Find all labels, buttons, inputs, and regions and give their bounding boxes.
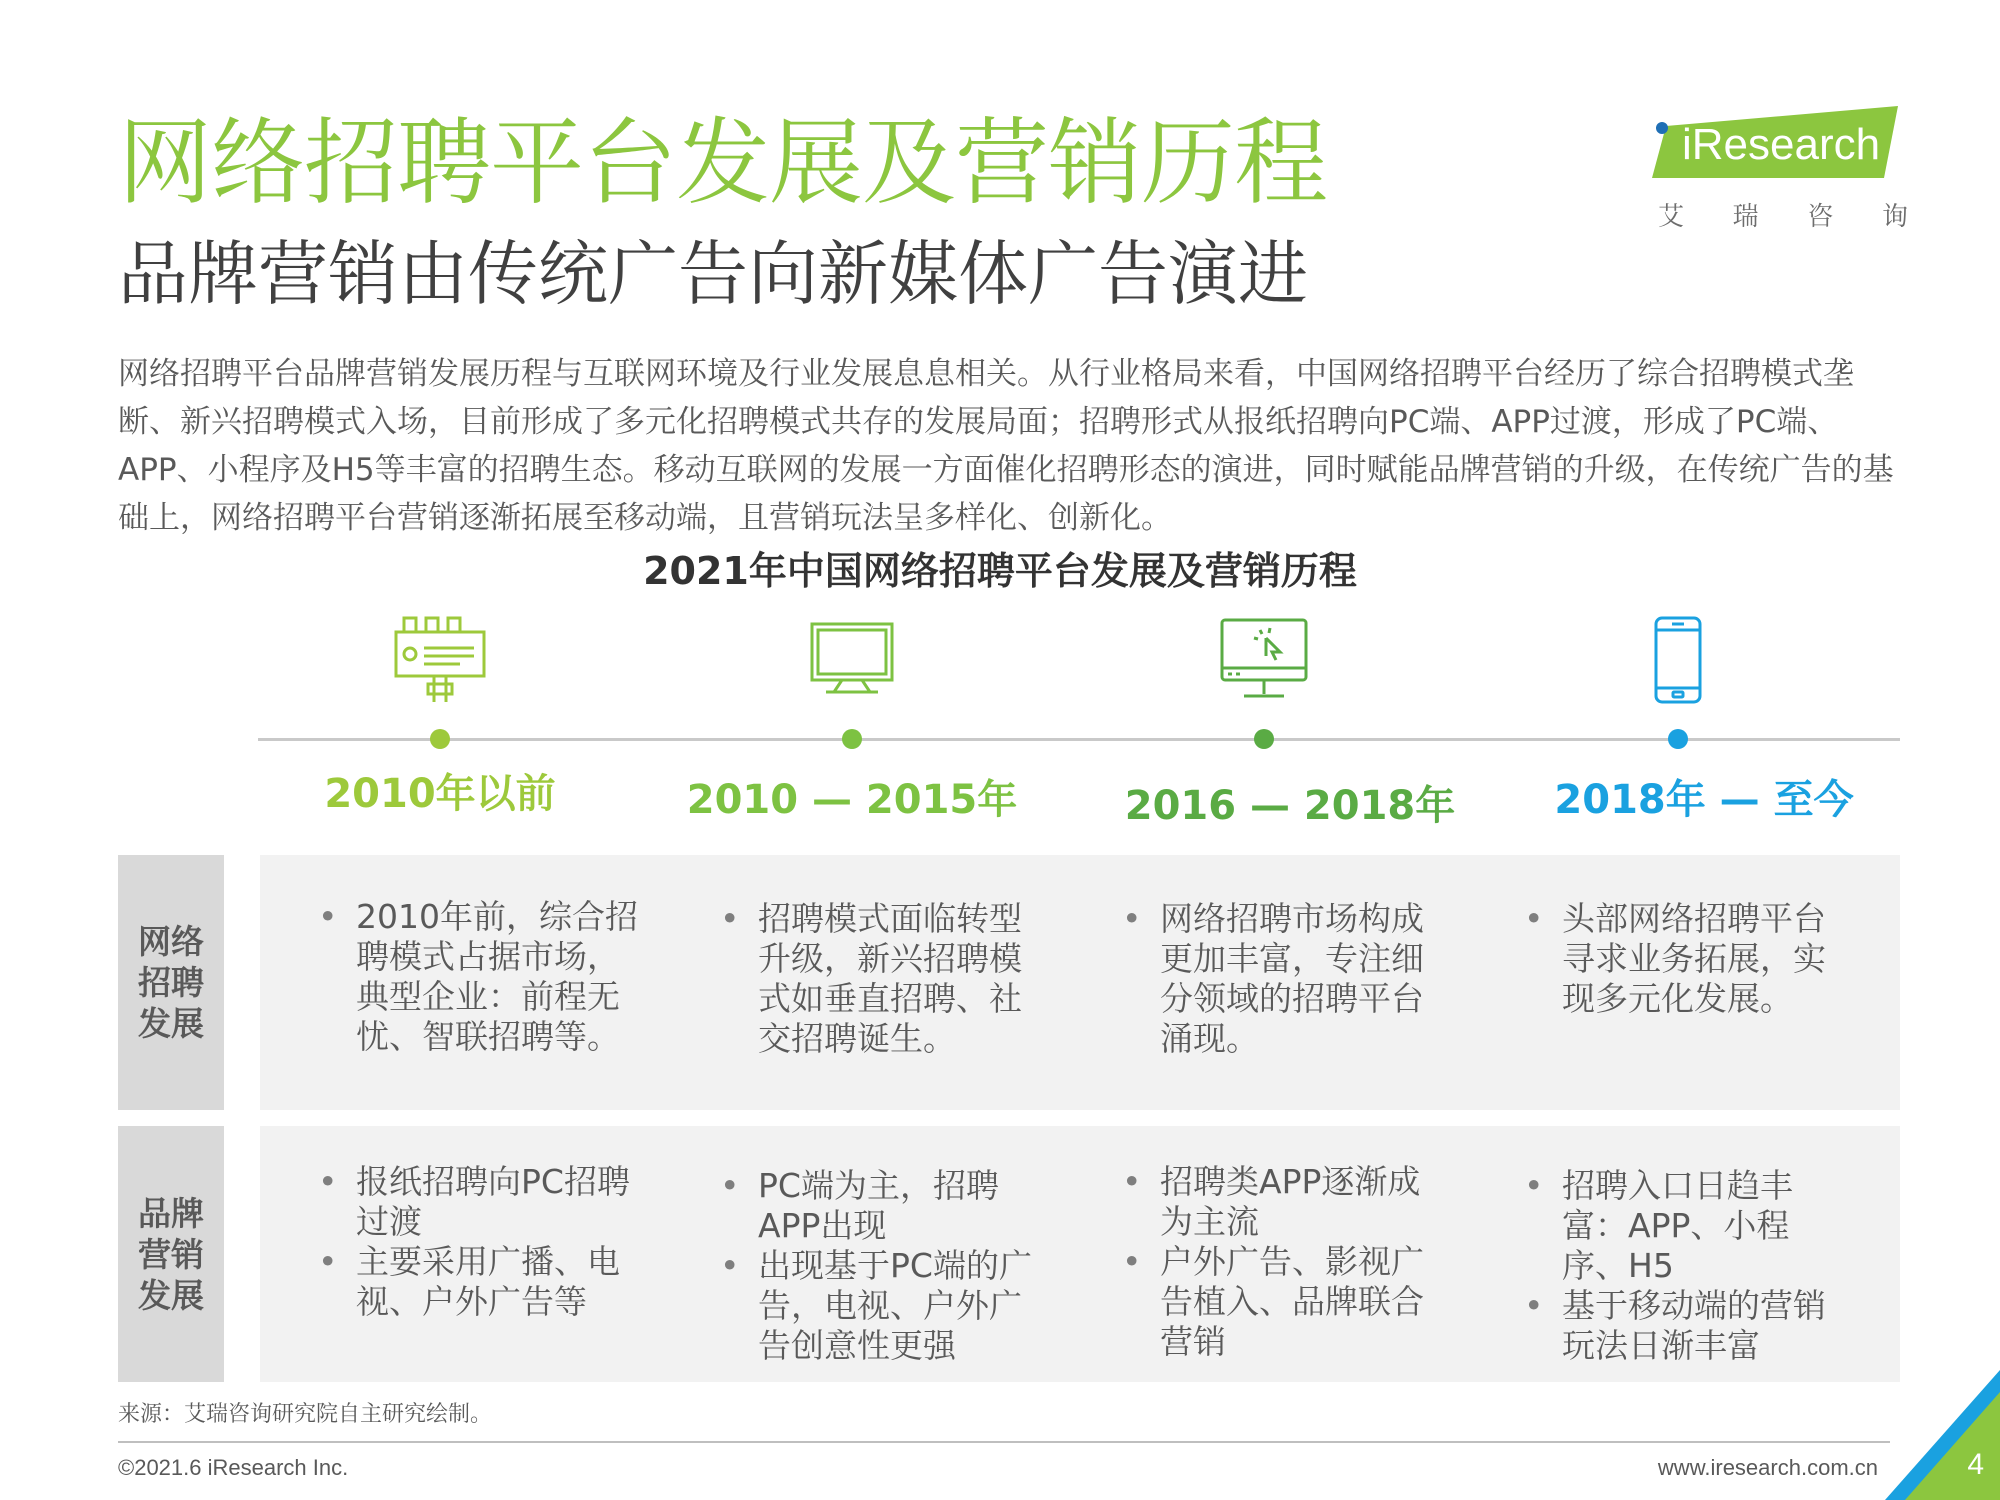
cell-marketing-2 bbox=[720, 1166, 1050, 1366]
row-label-recruitment: 网络 招聘 发展 bbox=[118, 855, 224, 1110]
timeline-dot bbox=[1668, 729, 1688, 749]
desktop-click-icon bbox=[1214, 612, 1314, 712]
smartphone-icon bbox=[1628, 612, 1728, 712]
cell-marketing-1 bbox=[318, 1162, 648, 1322]
footer-divider bbox=[118, 1441, 1890, 1443]
bullet-item: • 户外广告、影视广告植入、品牌联合营销 bbox=[1122, 1242, 1452, 1362]
cell-recruitment-2 bbox=[720, 899, 1050, 1059]
period-label-2018-now: 2018年 — 至今 bbox=[1554, 777, 1854, 823]
logo-char: 艾 bbox=[1658, 202, 1685, 232]
bullet-item: • 头部网络招聘平台寻求业务拓展，实现多元化发展。 bbox=[1524, 899, 1854, 1019]
copyright-text: ©2021.6 iResearch Inc. bbox=[118, 1455, 349, 1480]
page-subtitle: 品牌营销由传统广告向新媒体广告演进 bbox=[118, 233, 1308, 315]
period-label-2010-before: 2010年以前 bbox=[324, 771, 556, 817]
chart-title: 2021年中国网络招聘平台发展及营销历程 bbox=[643, 549, 1357, 593]
period-label-2016-2018: 2016 — 2018年 bbox=[1124, 783, 1456, 829]
timeline-dot bbox=[1254, 729, 1274, 749]
bullet-item: • PC端为主，招聘APP出现 bbox=[720, 1166, 1050, 1246]
bullet-item: • 报纸招聘向PC招聘过渡 bbox=[318, 1162, 648, 1242]
logo-wordmark: iResearch bbox=[1682, 120, 1881, 169]
website-link[interactable]: www.iresearch.com.cn bbox=[1657, 1455, 1878, 1480]
iresearch-logo bbox=[1652, 106, 1908, 236]
bullet-item: • 主要采用广播、电视、户外广告等 bbox=[318, 1242, 648, 1322]
cell-recruitment-3 bbox=[1122, 899, 1452, 1059]
timeline-axis bbox=[258, 738, 1900, 741]
timeline-dot bbox=[430, 729, 450, 749]
logo-chinese bbox=[1658, 196, 1908, 233]
period-label-2010-2015: 2010 — 2015年 bbox=[686, 777, 1018, 823]
row-label-marketing: 品牌 营销 发展 bbox=[118, 1126, 224, 1382]
page-number: 4 bbox=[1967, 1448, 1984, 1481]
intro-paragraph: 网络招聘平台品牌营销发展历程与互联网环境及行业发展息息相关。从行业格局来看，中国网络招聘平台经历了综合招聘模式垄断、新兴招聘模式入场，目前形成了多元化招聘模式共存的发展局面；招聘形式从报纸招聘向PC端、APP过渡，形成了PC端、APP、小程序及H5等丰富的招聘生态。移动互联网的发展一方面催化招聘形态的演进，同时赋能品牌营销的升级，在传统广告的基础上，网络招聘平台营销逐渐拓展至移动端，且营销玩法呈多样化、创新化。 bbox=[118, 356, 1894, 536]
cell-marketing-4 bbox=[1524, 1166, 1854, 1366]
bullet-item: • 出现基于PC端的广告，电视、户外广告创意性更强 bbox=[720, 1246, 1050, 1366]
billboard-icon bbox=[390, 612, 490, 712]
source-note: 来源：艾瑞咨询研究院自主研究绘制。 bbox=[118, 1402, 493, 1427]
cell-recruitment-4 bbox=[1524, 899, 1854, 1019]
bullet-item: • 招聘类APP逐渐成为主流 bbox=[1122, 1162, 1452, 1242]
cell-recruitment-1 bbox=[318, 897, 648, 1057]
logo-char: 瑞 bbox=[1732, 202, 1759, 232]
bullet-item: • 招聘入口日趋丰富：APP、小程序、H5 bbox=[1524, 1166, 1854, 1286]
logo-char: 询 bbox=[1881, 202, 1908, 232]
bullet-item: • 网络招聘市场构成更加丰富，专注细分领域的招聘平台涌现。 bbox=[1122, 899, 1452, 1059]
bullet-item: • 招聘模式面临转型升级，新兴招聘模式如垂直招聘、社交招聘诞生。 bbox=[720, 899, 1050, 1059]
monitor-icon bbox=[802, 612, 902, 712]
timeline-dot bbox=[842, 729, 862, 749]
cell-marketing-3 bbox=[1122, 1162, 1452, 1362]
bullet-item: • 基于移动端的营销玩法日渐丰富 bbox=[1524, 1286, 1854, 1366]
page-title: 网络招聘平台发展及营销历程 bbox=[118, 109, 1328, 218]
bullet-item: • 2010年前，综合招聘模式占据市场，典型企业：前程无忧、智联招聘等。 bbox=[318, 897, 648, 1057]
logo-char: 咨 bbox=[1807, 202, 1834, 232]
